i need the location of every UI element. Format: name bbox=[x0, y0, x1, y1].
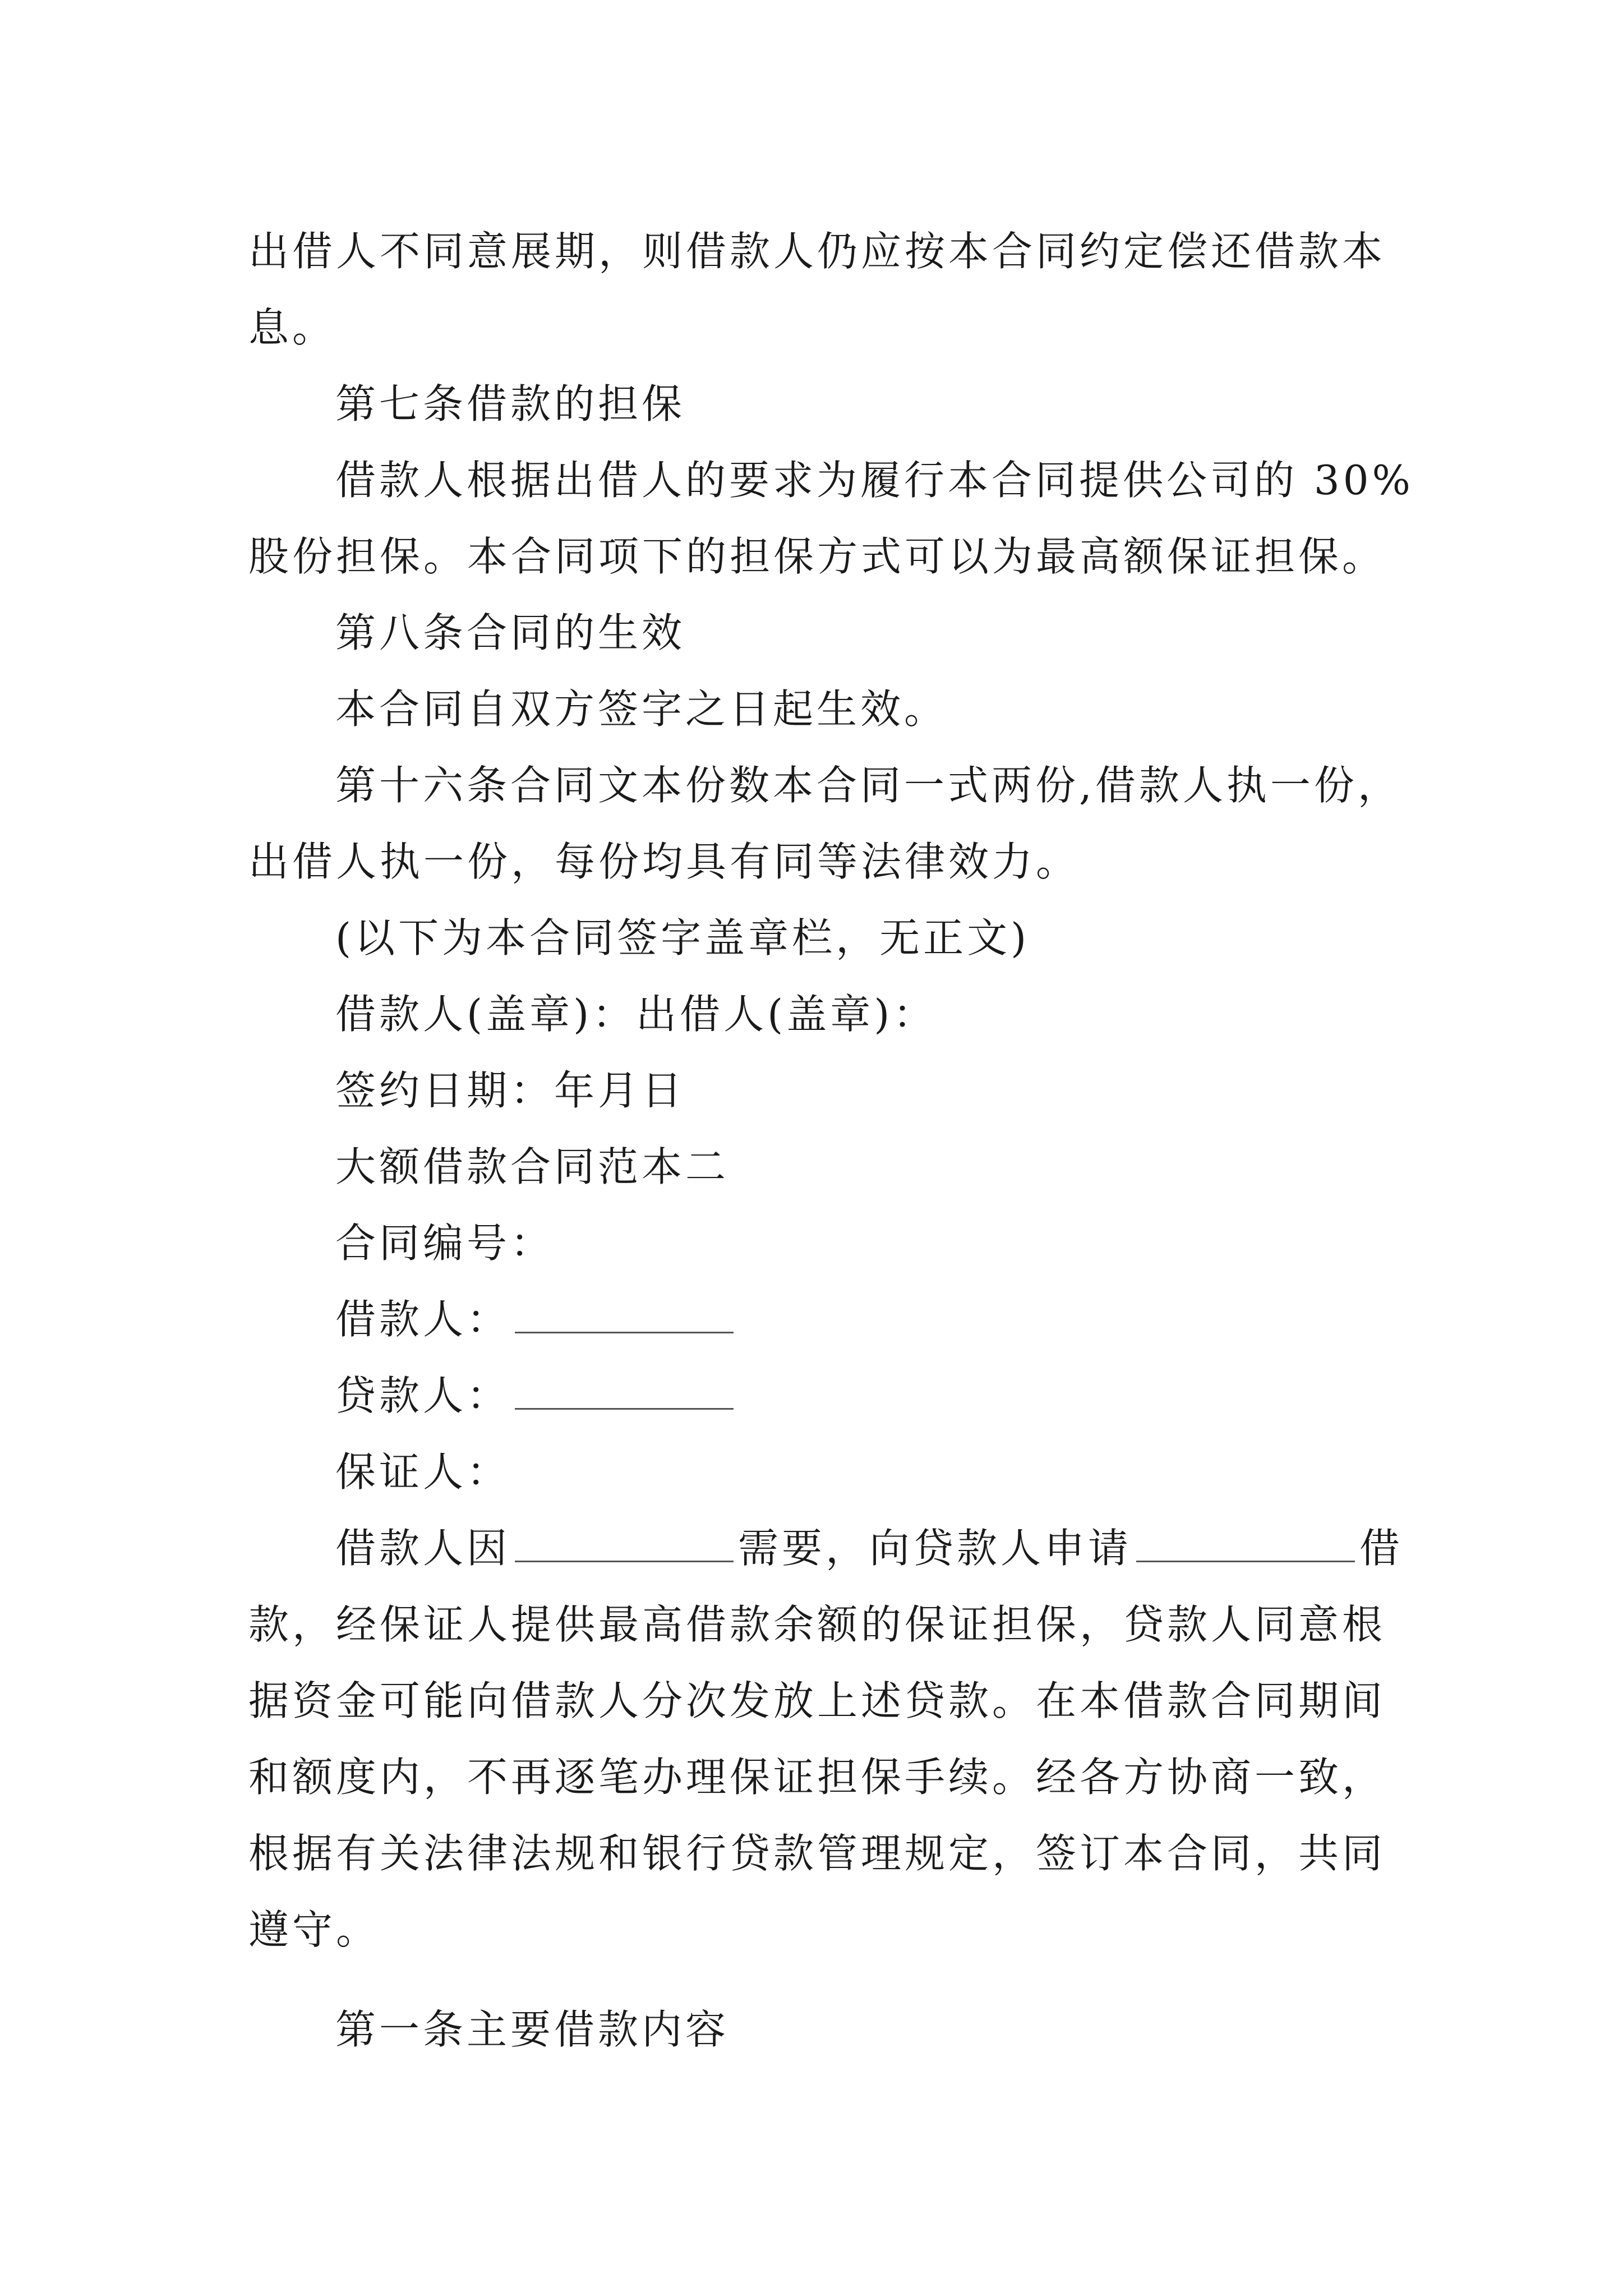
signature-note: (以下为本合同签字盖章栏，无正文) bbox=[335, 914, 1030, 961]
signing-date: 签约日期：年月日 bbox=[335, 1067, 686, 1114]
paragraph-line: 据资金可能向借款人分次发放上述贷款。在本借款合同期间 bbox=[248, 1677, 1386, 1724]
paragraph-line: 款，经保证人提供最高借款余额的保证担保，贷款人同意根 bbox=[248, 1601, 1386, 1648]
contract-number-label: 合同编号： bbox=[335, 1220, 555, 1267]
paragraph-line: 出借人执一份，每份均具有同等法律效力。 bbox=[248, 838, 1080, 885]
paragraph-line: 根据有关法律法规和银行贷款管理规定，签订本合同，共同 bbox=[248, 1830, 1386, 1877]
paragraph-line: 遵守。 bbox=[248, 1906, 380, 1953]
section-heading-article-7: 第七条借款的担保 bbox=[335, 380, 686, 427]
paragraph-line: 本合同自双方签字之日起生效。 bbox=[335, 685, 948, 733]
paragraph-segment: 借 bbox=[1359, 1525, 1404, 1572]
paragraph-line bbox=[248, 1510, 1404, 1586]
borrower-label: 借款人： bbox=[335, 1296, 511, 1343]
paragraph-line: 第十六条合同文本份数本合同一式两份,借款人执一份， bbox=[335, 762, 1401, 809]
paragraph-line: 息。 bbox=[248, 304, 336, 351]
signature-parties: 借款人(盖章)：出借人(盖章)： bbox=[335, 991, 937, 1038]
paragraph-line: 和额度内，不再逐笔办理保证担保手续。经各方协商一致， bbox=[248, 1754, 1386, 1801]
paragraph-line: 股份担保。本合同项下的担保方式可以为最高额保证担保。 bbox=[248, 533, 1386, 580]
paragraph-line: 借款人根据出借人的要求为履行本合同提供公司的 30% bbox=[335, 457, 1414, 504]
contract-title: 大额借款合同范本二 bbox=[335, 1143, 730, 1190]
section-heading-article-1: 第一条主要借款内容 bbox=[335, 2006, 730, 2053]
paragraph-segment: 借款人因 bbox=[335, 1525, 511, 1572]
paragraph-line: 出借人不同意展期，则借款人仍应按本合同约定偿还借款本 bbox=[248, 228, 1386, 275]
document-body bbox=[248, 213, 1414, 2068]
spacer bbox=[248, 1968, 1393, 1991]
paragraph-segment: 需要，向贷款人申请 bbox=[738, 1525, 1132, 1572]
lender-blank bbox=[515, 1364, 734, 1410]
lender-label: 贷款人： bbox=[335, 1372, 511, 1419]
borrower-field bbox=[248, 1281, 1393, 1358]
guarantor-label: 保证人： bbox=[335, 1448, 511, 1496]
lender-field bbox=[248, 1358, 1393, 1434]
purpose-blank bbox=[515, 1517, 734, 1562]
borrower-blank bbox=[515, 1288, 734, 1333]
amount-blank bbox=[1136, 1517, 1355, 1562]
section-heading-article-8: 第八条合同的生效 bbox=[335, 609, 686, 656]
